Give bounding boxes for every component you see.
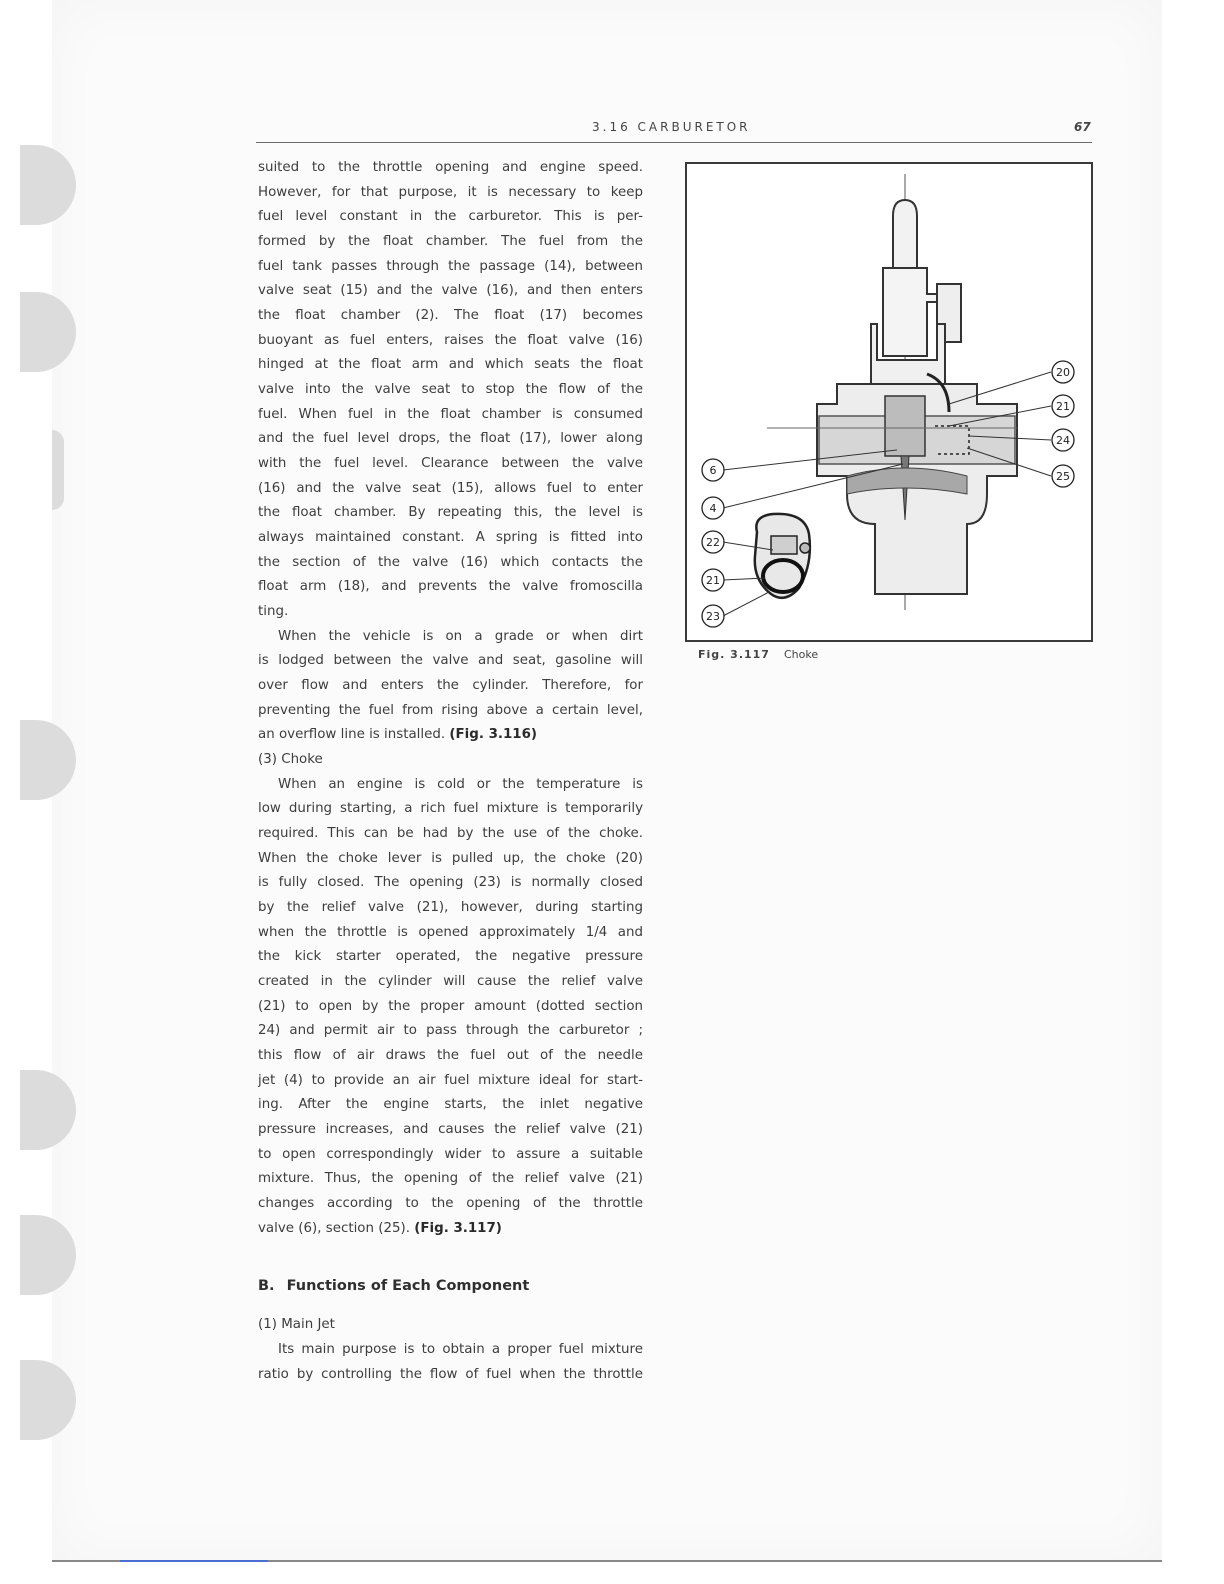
leader-line	[723, 592, 769, 616]
text-line: ting.	[258, 604, 289, 619]
text-line: fuel. When fuel in the float chamber is consumed	[258, 407, 643, 422]
callout-label: 4	[709, 502, 717, 515]
inset-relief-valve	[771, 536, 797, 554]
callout-4	[702, 497, 724, 519]
carburetor-choke-diagram	[687, 164, 1091, 640]
text-line: ing. After the engine starts, the inlet negative	[258, 1097, 643, 1112]
text-line: buoyant as fuel enters, raises the float valve (16)	[258, 333, 643, 348]
page-number: 67	[1074, 120, 1091, 134]
text-line: ratio by controlling the flow of fuel when the throttle	[258, 1367, 643, 1382]
callout-23	[702, 605, 724, 627]
carburetor-top	[883, 268, 945, 356]
text-run: an overflow line is installed.	[258, 727, 446, 742]
callout-21	[1052, 395, 1074, 417]
callout-25	[1052, 465, 1074, 487]
callout-21-lower	[702, 569, 724, 591]
text-line	[258, 723, 643, 747]
text-line: the kick starter operated, the negative pressure	[258, 949, 643, 964]
text-line: the float chamber. By repeating this, the level is	[258, 505, 643, 520]
binder-hole	[52, 430, 64, 510]
subheading-choke: (3) Choke	[258, 752, 323, 767]
text-line: always maintained constant. A spring is fitted into	[258, 530, 643, 545]
text-line: mixture. Thus, the opening of the relief valve (21)	[258, 1171, 643, 1186]
text-line: the float chamber (2). The float (17) becomes	[258, 308, 643, 323]
figure-frame	[685, 162, 1093, 642]
text-line: changes according to the opening of the throttle	[258, 1196, 643, 1211]
figure-caption	[698, 648, 818, 661]
figure-reference: (Fig. 3.117)	[414, 1221, 502, 1236]
callout-20	[1052, 361, 1074, 383]
text-line: When the choke lever is pulled up, the choke (20)	[258, 851, 643, 866]
text-line: (16) and the valve seat (15), allows fuel to enter	[258, 481, 643, 496]
callout-24	[1052, 429, 1074, 451]
text-line: jet (4) to provide an air fuel mixture ideal for start-	[258, 1073, 643, 1088]
relief-valve-inset	[755, 514, 810, 598]
inset-screw	[800, 543, 810, 553]
callout-label: 24	[1056, 434, 1070, 447]
text-line: valve seat (15) and the valve (16), and then enters	[258, 283, 643, 298]
callout-label: 23	[706, 610, 720, 623]
callout-label: 6	[709, 464, 717, 477]
text-line: float arm (18), and prevents the valve fromoscilla	[258, 579, 643, 594]
text-line: over flow and enters the cylinder. Therefore, for	[258, 678, 643, 693]
text-line: formed by the float chamber. The fuel from the	[258, 234, 643, 249]
text-line: 24) and permit air to pass through the carburetor ;	[258, 1023, 643, 1038]
figure-reference: (Fig. 3.116)	[449, 727, 538, 742]
text-line: this flow of air draws the fuel out of the needle	[258, 1048, 643, 1063]
text-line: low during starting, a rich fuel mixture is temporarily	[258, 801, 643, 816]
text-line: fuel tank passes through the passage (14), between	[258, 259, 643, 274]
text-line: with the fuel level. Clearance between the valve	[258, 456, 643, 471]
section-title: Functions of Each Component	[286, 1278, 530, 1294]
text-line: is lodged between the valve and seat, gasoline will	[258, 653, 643, 668]
text-run: valve (6), section (25).	[258, 1221, 410, 1236]
text-line: is fully closed. The opening (23) is normally closed	[258, 875, 643, 890]
text-line: However, for that purpose, it is necessary to keep	[258, 185, 643, 200]
callout-label: 21	[1056, 400, 1070, 413]
text-line: valve into the valve seat to stop the flow of the	[258, 382, 643, 397]
callout-label: 20	[1056, 366, 1070, 379]
callout-6	[702, 459, 724, 481]
text-line: hinged at the float arm and which seats the float	[258, 357, 643, 372]
text-line: when the throttle is opened approximately 1/4 and	[258, 925, 643, 940]
section-letter: B.	[258, 1278, 275, 1294]
header-rule	[256, 142, 1092, 143]
section-heading	[258, 1278, 529, 1294]
page-bottom-accent	[120, 1560, 268, 1562]
text-line	[258, 1217, 643, 1241]
text-line: to open correspondingly wider to assure a suitable	[258, 1147, 643, 1162]
text-line: (21) to open by the proper amount (dotted section	[258, 999, 643, 1014]
throttle-valve	[885, 396, 925, 456]
text-line: required. This can be had by the use of the choke.	[258, 826, 643, 841]
subheading-main-jet: (1) Main Jet	[258, 1317, 335, 1332]
text-line: preventing the fuel from rising above a certain level,	[258, 703, 643, 718]
callout-label: 25	[1056, 470, 1070, 483]
text-line: and the fuel level drops, the float (17), lower along	[258, 431, 643, 446]
text-line: the section of the valve (16) which contacts the	[258, 555, 643, 570]
callout-22	[702, 531, 724, 553]
text-line: pressure increases, and causes the relief valve (21)	[258, 1122, 643, 1137]
text-line: When an engine is cold or the temperature is	[278, 777, 643, 792]
figure-number: Fig. 3.117	[698, 648, 770, 661]
choke-plunger-cap	[893, 200, 917, 268]
figure-label: Choke	[783, 648, 819, 661]
callout-label: 22	[706, 536, 720, 549]
callout-label: 21	[706, 574, 720, 587]
text-line: When the vehicle is on a grade or when dirt	[278, 629, 643, 644]
text-line: fuel level constant in the carburetor. This is per-	[258, 209, 643, 224]
text-line: Its main purpose is to obtain a proper fuel mixture	[278, 1342, 643, 1357]
text-line: suited to the throttle opening and engine speed.	[258, 160, 643, 175]
running-header-title: 3.16 CARBURETOR	[592, 120, 751, 134]
text-line: created in the cylinder will cause the relief valve	[258, 974, 643, 989]
text-line: by the relief valve (21), however, during starting	[258, 900, 643, 915]
